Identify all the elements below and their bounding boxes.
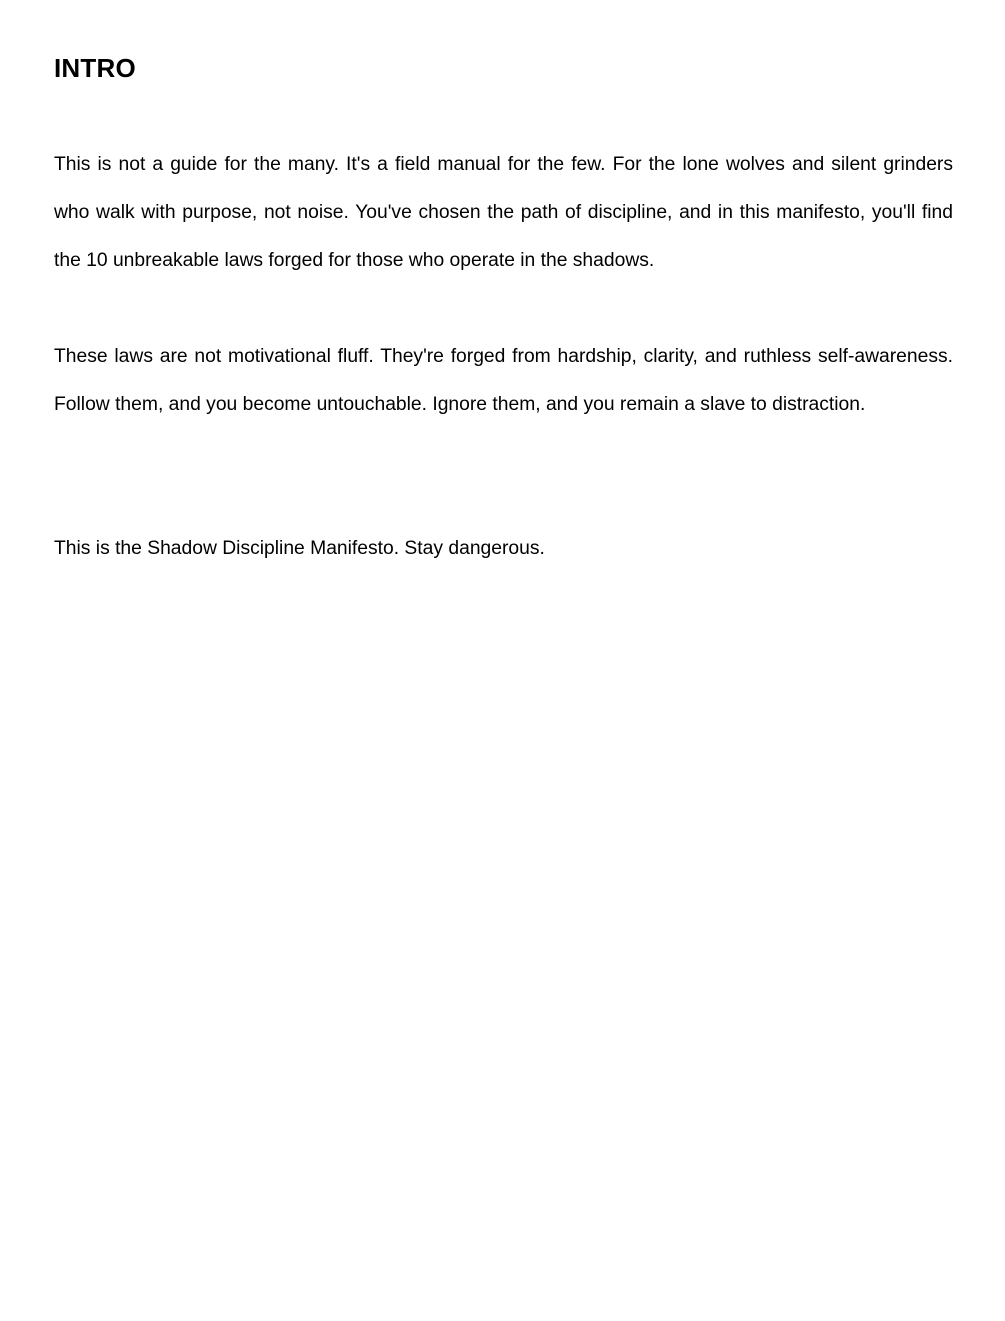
intro-paragraph-3: This is the Shadow Discipline Manifesto. Stay dangerous.: [54, 538, 545, 559]
intro-paragraph-1: This is not a guide for the many. It's a field manual for the few. For the lone wolves and silent grinders who walk with purpose, not noise. You've chosen the path of discipline, and in this manifesto, you'll find the 10 unbreakable laws forged for those who operate in the shadows.: [54, 154, 953, 271]
page-heading: INTRO: [54, 53, 136, 83]
intro-paragraph-2: These laws are not motivational fluff. They're forged from hardship, clarity, and ruthless self-awareness. Follow them, and you become untouchable. Ignore them, and you remain a slave to distraction.: [54, 346, 953, 415]
